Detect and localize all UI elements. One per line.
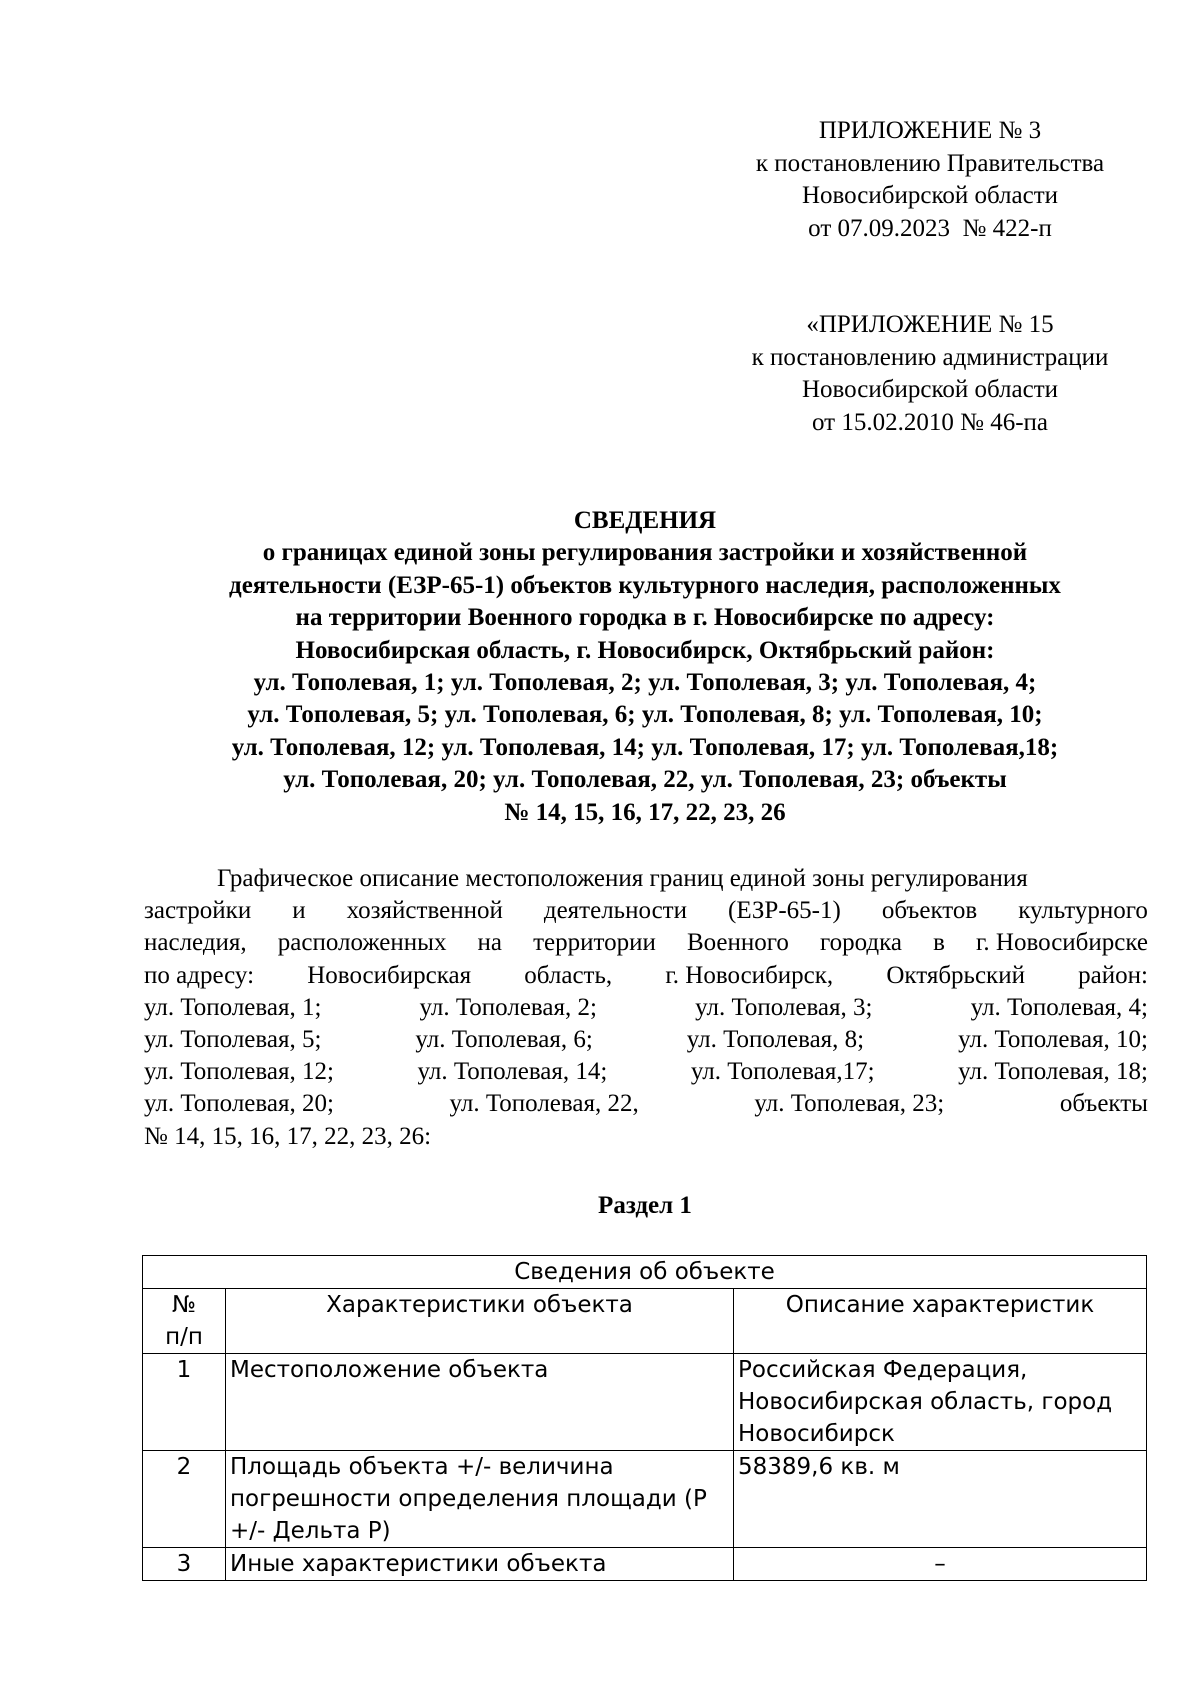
appendix-line: к постановлению администрации — [751, 343, 1109, 371]
description-word: г. Новосибирск, — [665, 961, 834, 989]
table-row — [143, 1548, 1147, 1581]
title-heading: СВЕДЕНИЯ — [573, 507, 717, 534]
description-word: ул. Тополевая, 8; — [686, 1026, 865, 1054]
description-word: Графическое описание местоположения границ единой зоны регулирования — [217, 865, 1028, 892]
row-characteristic: Иные характеристики объекта — [226, 1548, 734, 1581]
row-number: 3 — [143, 1548, 226, 1581]
header-description: Описание характеристик — [734, 1289, 1147, 1354]
description-word: (ЕЗР-65-1) — [728, 897, 841, 925]
description-word: ул. Тополевая, 2; — [419, 993, 597, 1021]
description-word: объектов — [881, 897, 978, 925]
header-number — [143, 1289, 226, 1354]
row-number: 1 — [143, 1354, 226, 1451]
row-number: 2 — [143, 1451, 226, 1548]
section-title: Раздел 1 — [598, 1192, 692, 1219]
description-word: № 14, 15, 16, 17, 22, 23, 26: — [144, 1122, 432, 1150]
table-header-row — [143, 1289, 1147, 1354]
description-word: по адресу: — [144, 961, 255, 989]
title-line: ул. Тополевая, 5; ул. Тополевая, 6; ул. Тополевая, 8; ул. Тополевая, 10; — [247, 701, 1043, 729]
title-line: Новосибирская область, г. Новосибирск, Октябрьский район: — [295, 636, 995, 664]
document-title — [140, 505, 1150, 829]
description-word: хозяйственной — [346, 897, 503, 925]
description-word: ул. Тополевая, 20; — [144, 1090, 334, 1118]
description-word: застройки — [144, 897, 252, 925]
description-line — [144, 992, 1148, 1024]
description-word: Октябрьский — [886, 961, 1025, 989]
title-line: о границах единой зоны регулирования застройки и хозяйственной — [262, 539, 1028, 567]
row-characteristic: Местоположение объекта — [226, 1354, 734, 1451]
description-word: ул. Тополевая, 18; — [958, 1058, 1148, 1086]
row-description: – — [734, 1548, 1147, 1581]
description-word: городка — [819, 929, 902, 957]
description-word: ул. Тополевая, 23; — [754, 1090, 945, 1118]
description-line — [144, 960, 1148, 992]
header-characteristic: Характеристики объекта — [226, 1289, 734, 1354]
appendix-administration-header — [720, 309, 1140, 439]
title-line: ул. Тополевая, 12; ул. Тополевая, 14; ул. Тополевая, 17; ул. Тополевая,18; — [231, 733, 1059, 761]
description-word: ул. Тополевая, 22, — [449, 1090, 639, 1118]
appendix-line: Новосибирской области — [801, 376, 1059, 403]
appendix-line: к постановлению Правительства — [755, 149, 1105, 177]
appendix-line: от 15.02.2010 № 46-па — [812, 408, 1048, 436]
description-word: ул. Тополевая, 12; — [144, 1058, 334, 1086]
description-word: Военного — [686, 929, 789, 957]
description-word: ул. Тополевая,17; — [690, 1058, 875, 1086]
description-line — [144, 1121, 1148, 1153]
description-line — [144, 863, 1148, 895]
description-word: район: — [1078, 961, 1148, 989]
description-word: наследия, — [144, 929, 247, 957]
description-word: область, — [524, 961, 613, 989]
graphic-description-paragraph — [144, 863, 1148, 1153]
description-word: расположенных — [277, 929, 447, 957]
description-word: деятельности — [543, 897, 687, 925]
header-number-label: № п/п — [165, 1292, 203, 1350]
description-word: на — [477, 929, 503, 957]
appendix-government-header — [730, 115, 1130, 245]
title-line: ул. Тополевая, 1; ул. Тополевая, 2; ул. Тополевая, 3; ул. Тополевая, 4; — [253, 669, 1037, 697]
description-line — [144, 927, 1148, 959]
row-description: Российская Федерация, Новосибирская область, город Новосибирск — [734, 1354, 1147, 1451]
appendix-line: «ПРИЛОЖЕНИЕ № 15 — [806, 311, 1054, 338]
row-description: 58389,6 кв. м — [734, 1451, 1147, 1548]
appendix-line: от 07.09.2023 № 422-п — [808, 214, 1052, 242]
title-line: ул. Тополевая, 20; ул. Тополевая, 22, ул. Тополевая, 23; объекты — [283, 766, 1007, 794]
description-word: ул. Тополевая, 4; — [970, 993, 1148, 1021]
description-word: объекты — [1059, 1090, 1148, 1118]
description-line — [144, 895, 1148, 927]
description-word: ул. Тополевая, 1; — [144, 993, 322, 1021]
description-word: ул. Тополевая, 14; — [417, 1058, 608, 1086]
title-line: № 14, 15, 16, 17, 22, 23, 26 — [504, 798, 786, 826]
description-word: и — [292, 897, 306, 925]
row-characteristic: Площадь объекта +/- величина погрешности определения площади (Р +/- Дельта Р) — [226, 1451, 734, 1548]
description-word: в — [933, 929, 945, 957]
table-row — [143, 1451, 1147, 1548]
object-info-table — [142, 1255, 1147, 1581]
description-word: г. Новосибирске — [975, 929, 1148, 957]
description-word: ул. Тополевая, 5; — [144, 1026, 322, 1054]
appendix-line: Новосибирской области — [801, 182, 1059, 209]
description-word: культурного — [1018, 897, 1148, 925]
description-word: ул. Тополевая, 6; — [415, 1026, 593, 1054]
description-word: ул. Тополевая, 10; — [958, 1026, 1148, 1054]
description-word: Новосибирская — [307, 961, 472, 989]
description-word: территории — [533, 929, 656, 957]
table-row — [143, 1354, 1147, 1451]
description-word: ул. Тополевая, 3; — [695, 993, 873, 1021]
appendix-line: ПРИЛОЖЕНИЕ № 3 — [818, 117, 1042, 144]
table-caption: Сведения об объекте — [143, 1256, 1147, 1289]
title-line: на территории Военного городка в г. Новосибирске по адресу: — [295, 604, 995, 632]
table-caption-row — [143, 1256, 1147, 1289]
description-line — [144, 1088, 1148, 1120]
title-line: деятельности (ЕЗР-65-1) объектов культурного наследия, расположенных — [229, 571, 1061, 599]
description-line — [144, 1056, 1148, 1088]
description-line — [144, 1024, 1148, 1056]
